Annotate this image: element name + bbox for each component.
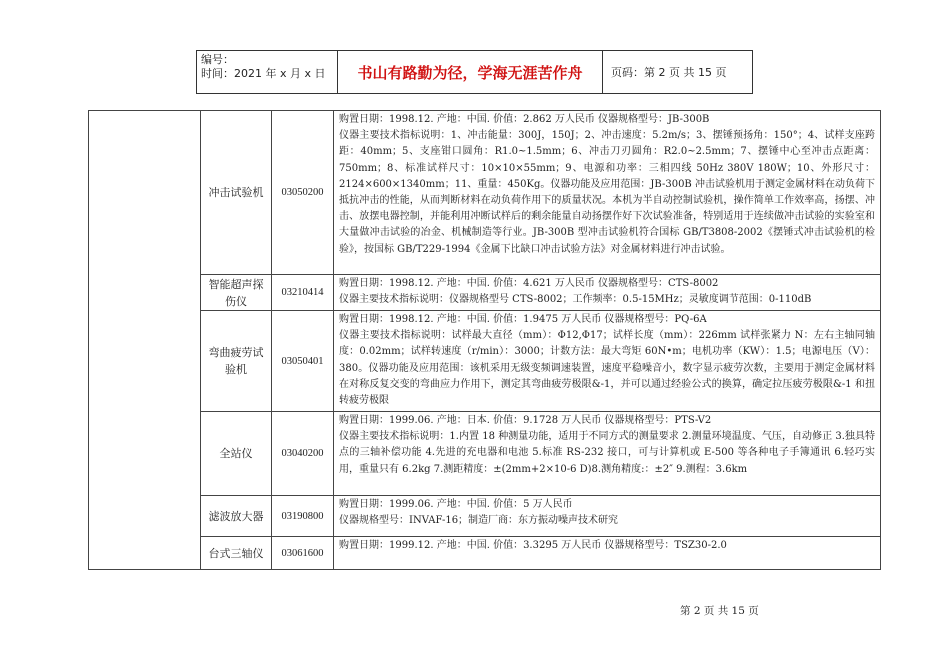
equipment-name: 滤波放大器	[201, 496, 272, 536]
table-row	[201, 412, 880, 496]
header-slogan: 书山有路勤为径，学海无涯苦作舟	[338, 51, 603, 93]
equipment-rows	[201, 111, 880, 569]
equipment-name: 冲击试验机	[201, 111, 272, 274]
purchase-info: 购置日期：1999.06. 产地：中国. 价值：5 万人民币	[339, 499, 573, 510]
equipment-description	[334, 275, 880, 310]
number-label: 编号：	[201, 53, 234, 66]
spec-info: 仪器主要技术指标说明：1.内置 18 种测量功能，适用于不同方式的测量要求 2.测量环境温度、气压，自动修正 3.独具特点的三轴补偿功能 4.先进的充电器和电池 5.标准 RS-232 接口，可与计算机或 E-500 等各种电子手簿通讯 6.轻巧实用，重量只有 6.2kg 7.测距精度：±(2mm+2×10-6 D)8.测角精度:：±2″ 9.测程：3.6km	[339, 431, 875, 475]
time-label: 时间：2021 年 x 月 x 日	[201, 67, 326, 80]
table-row	[201, 111, 880, 275]
equipment-code: 03050401	[272, 311, 334, 411]
spec-info: 仪器主要技术指标说明：仪器规格型号 CTS-8002；工作频率：0.5-15MHz；灵敏度调节范围：0-110dB	[339, 294, 812, 306]
equipment-description	[334, 496, 880, 536]
equipment-description	[334, 311, 880, 411]
table-row	[201, 275, 880, 311]
header-page-info: 页码：第 2 页 共 15 页	[611, 66, 727, 79]
equipment-code: 03061600	[272, 537, 334, 570]
equipment-code: 03050200	[272, 111, 334, 274]
spec-info: 仪器规格型号：INVAF-16；制造厂商：东方振动噪声技术研究	[339, 515, 619, 527]
table-row	[201, 537, 880, 570]
spec-info: 仪器主要技术指标说明：1、冲击能量：300J，150J；2、冲击速度：5.2m/s；3、摆锤预扬角：150°；4、试样支座跨距：40mm；5、支座钳口圆角：R1.0~1.5mm；6、冲击刀刃圆角：R2.0~2.5mm；7、摆锤中心至冲击点距离：750mm；8、标准试样尺寸：10×10×55mm；9、电源和功率：三相四线 50Hz 380V 180W；10、外形尺寸：2124×600×1340mm；11、重量：450Kg。仪器功能及应用范围：JB-300B 冲击试验机用于测定金属材料在动负荷下抵抗冲击的性能，从而判断材料在动负荷作用下的质量状况。本机为半自动控制试验机，操作简单工作效率高，扬摆、冲击、放摆电器控制，并能利用冲断试样后的剩余能量自动扬摆作好下次试验准备，特别适用于连续做冲击试验的实验室和大量做冲击试验的冶金、机械制造等行业。JB-300B 型冲击试验机符合国标 GB/T3808-2002《摆锤式冲击试验机的检验》，按国标 GB/T229-1994《金属下比缺口冲击试验方法》对金属材料进行冲击试验。	[339, 130, 875, 255]
purchase-info: 购置日期：1999.12. 产地：中国. 价值：3.3295 万人民币 仪器规格型号：TSZ30-2.0	[339, 540, 727, 551]
category-column	[89, 111, 201, 569]
equipment-name: 弯曲疲劳试验机	[201, 311, 272, 411]
page-header-table	[196, 50, 753, 94]
page-footer: 第 2 页 共 15 页	[680, 605, 759, 617]
table-row	[201, 496, 880, 537]
table-row	[201, 311, 880, 412]
purchase-info: 购置日期：1998.12. 产地：中国. 价值：4.621 万人民币 仪器规格型号：CTS-8002	[339, 278, 719, 289]
equipment-name: 智能超声探伤仪	[201, 275, 272, 310]
spec-info: 仪器主要技术指标说明：试样最大直径（mm）：Φ12,Φ17；试样长度（mm）：226mm 试样张紧力 N：左右主轴同轴度：0.02mm；试样转速度（r/min）：3000；计数方法：最大弯矩 60N•m；电机功率（KW）：1.5；电源电压（V）：380。仪器功能及应用范围：该机采用无级变频调速装置，速度平稳噪音小，数字显示疲劳次数，主要用于测定金属材料在对称反复交变的弯曲应力作用下，测定其弯曲疲劳极限&-1，并可以通过经验公式的换算，确定拉压疲劳极限&-1 和扭转疲劳极限	[339, 330, 875, 407]
equipment-description	[334, 111, 880, 274]
equipment-name: 台式三轴仪	[201, 537, 272, 570]
equipment-code: 03040200	[272, 412, 334, 495]
equipment-name: 全站仪	[201, 412, 272, 495]
equipment-code: 03190800	[272, 496, 334, 536]
equipment-code: 03210414	[272, 275, 334, 310]
equipment-description	[334, 537, 880, 570]
equipment-table	[88, 110, 881, 570]
equipment-description	[334, 412, 880, 495]
header-meta-cell	[197, 51, 338, 93]
purchase-info: 购置日期：1999.06. 产地：日本. 价值：9.1728 万人民币 仪器规格型号：PTS-V2	[339, 415, 712, 426]
purchase-info: 购置日期：1998.12. 产地：中国. 价值：2.862 万人民币 仪器规格型号：JB-300B	[339, 114, 710, 125]
purchase-info: 购置日期：1998.12. 产地：中国. 价值：1.9475 万人民币 仪器规格型号：PQ-6A	[339, 314, 707, 325]
